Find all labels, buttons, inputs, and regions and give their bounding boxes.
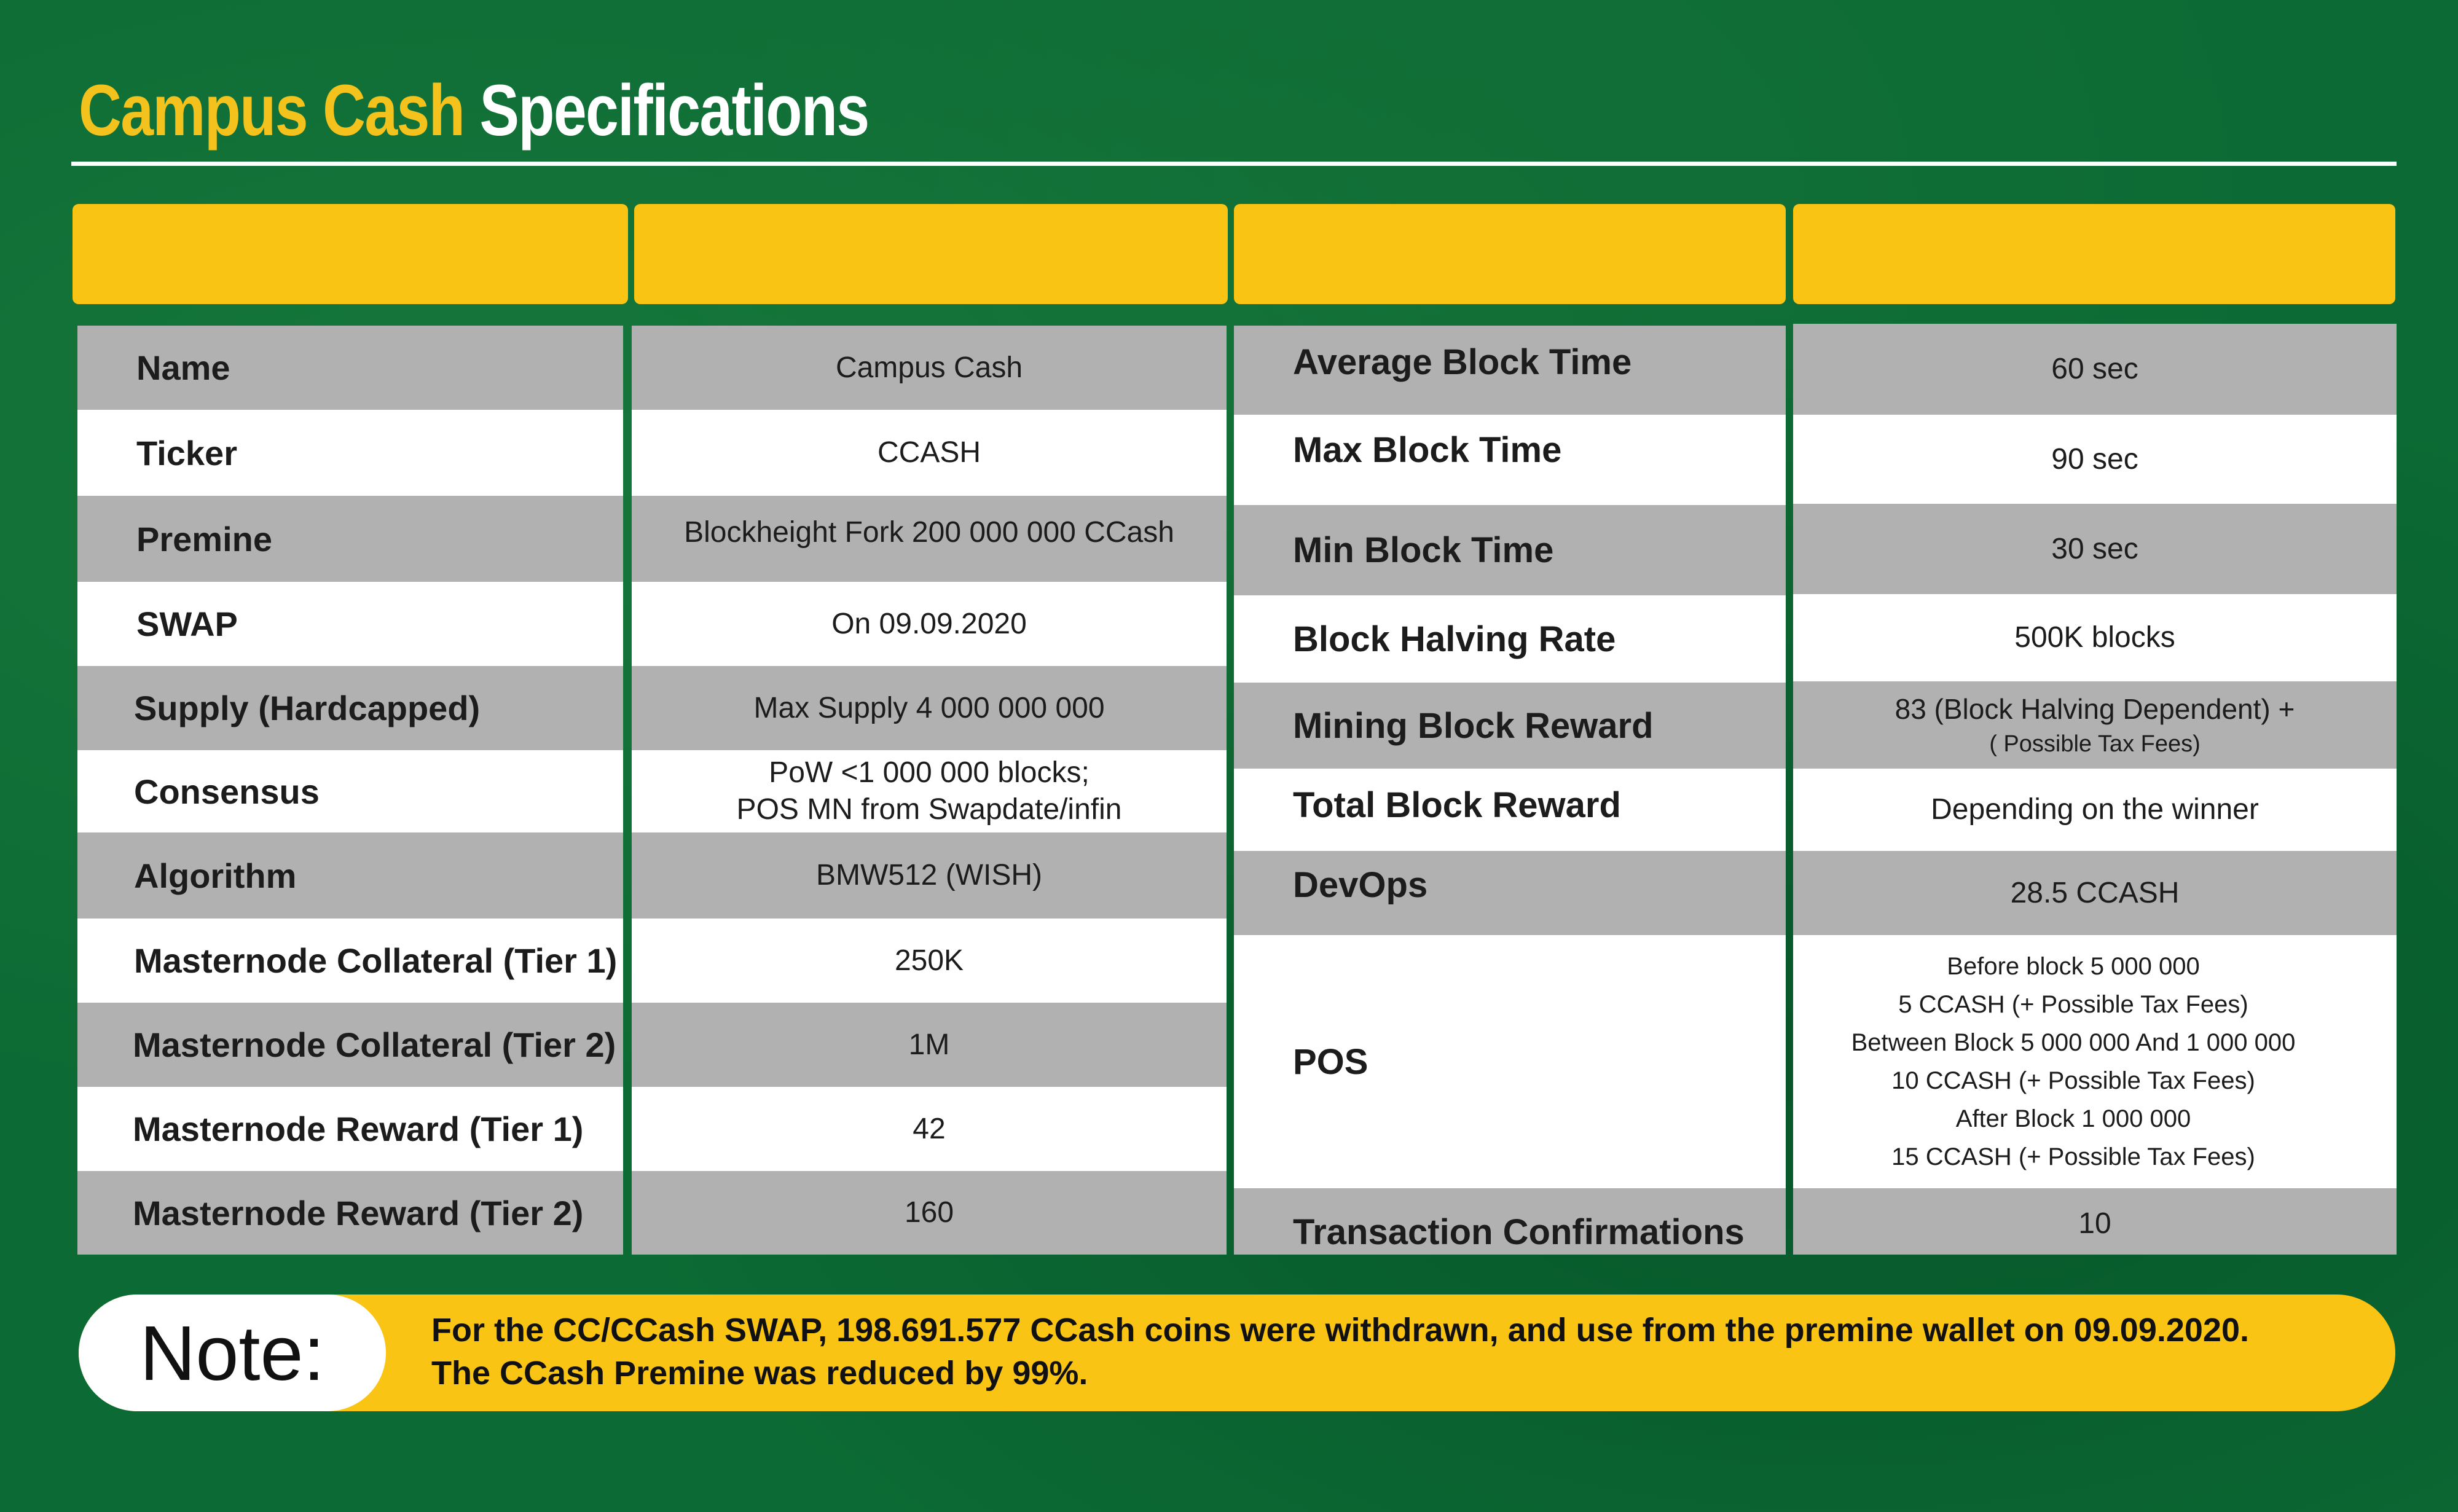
table-row-value: Max Supply 4 000 000 000 xyxy=(632,666,1227,750)
table-row-value: Campus Cash xyxy=(632,326,1227,410)
pos-cell-fill xyxy=(2354,935,2397,1188)
table-row-value: 1M xyxy=(632,1003,1227,1087)
table-row-label: Masternode Reward (Tier 1) xyxy=(77,1087,623,1171)
table-row-label: Algorithm xyxy=(77,832,623,919)
table-row-value: 90 sec xyxy=(1793,415,2397,504)
table-row-label: Max Block Time xyxy=(1234,415,1786,505)
pos-line: 15 CCASH (+ Possible Tax Fees) xyxy=(1891,1143,2255,1170)
table-row-label: Total Block Reward xyxy=(1234,769,1786,851)
header-bar-2 xyxy=(634,204,1228,304)
pos-reward-schedule xyxy=(1793,935,2354,1188)
table-row-value: 60 sec xyxy=(1793,324,2397,415)
pos-line: Between Block 5 000 000 And 1 000 000 xyxy=(1851,1029,2296,1056)
pos-line: 5 CCASH (+ Possible Tax Fees) xyxy=(1898,991,2248,1018)
note-text xyxy=(431,1309,2367,1395)
table-row-value: CCASH xyxy=(632,410,1227,496)
table-row-label: Ticker xyxy=(77,410,623,496)
table-row-value xyxy=(632,750,1227,832)
pos-line: After Block 1 000 000 xyxy=(1955,1105,2191,1132)
table-row-label: DevOps xyxy=(1234,851,1786,935)
table-row-label: Premine xyxy=(77,496,623,582)
table-row-value xyxy=(1793,681,2397,769)
header-bar-3 xyxy=(1234,204,1786,304)
title-brand: Campus Cash xyxy=(79,70,465,151)
page-title xyxy=(79,61,869,160)
table-row-value: Depending on the winner xyxy=(1793,769,2397,851)
table-row-label: Name xyxy=(77,326,623,410)
table-row-value: 500K blocks xyxy=(1793,594,2397,681)
table-row-label: Masternode Collateral (Tier 2) xyxy=(77,1003,623,1087)
table-row-value: 250K xyxy=(632,919,1227,1003)
note-line-1: For the CC/CCash SWAP, 198.691.577 CCash coins were withdrawn, and use from the premine wallet on 09.09.2020. xyxy=(431,1312,2250,1349)
mining-reward-line-2: ( Possible Tax Fees) xyxy=(1989,731,2201,757)
note-line-2: The CCash Premine was reduced by 99%. xyxy=(431,1355,1088,1392)
table-row-label: Transaction Confirmations xyxy=(1234,1188,1786,1255)
right-values-column xyxy=(1793,324,2397,1255)
table-row-label: Min Block Time xyxy=(1234,505,1786,595)
table-row-value: 160 xyxy=(632,1171,1227,1255)
table-row-label: POS xyxy=(1234,935,1786,1188)
header-bar-4 xyxy=(1793,204,2395,304)
table-row-label: Masternode Collateral (Tier 1) xyxy=(77,919,623,1003)
table-row-label: SWAP xyxy=(77,582,623,666)
right-labels-column xyxy=(1234,326,1786,1255)
table-row-value: 30 sec xyxy=(1793,504,2397,594)
consensus-line-2: POS MN from Swapdate/infin xyxy=(736,793,1122,826)
table-row-value: 42 xyxy=(632,1087,1227,1171)
left-labels-column xyxy=(77,326,623,1255)
table-row-label: Supply (Hardcapped) xyxy=(77,666,623,750)
table-row-value: On 09.09.2020 xyxy=(632,582,1227,666)
note-label: Note: xyxy=(79,1295,386,1411)
pos-line: Before block 5 000 000 xyxy=(1947,953,2200,980)
table-row-label: Average Block Time xyxy=(1234,326,1786,415)
pos-line: 10 CCASH (+ Possible Tax Fees) xyxy=(1891,1067,2255,1094)
table-row-label: Consensus xyxy=(77,750,623,832)
left-values-column xyxy=(632,326,1227,1255)
consensus-line-1: PoW <1 000 000 blocks; xyxy=(769,756,1090,789)
table-row-value: 28.5 CCASH xyxy=(1793,851,2397,935)
table-row-value: Blockheight Fork 200 000 000 CCash xyxy=(632,496,1227,582)
table-row-value: 10 xyxy=(1793,1188,2397,1255)
mining-reward-line-1: 83 (Block Halving Dependent) + xyxy=(1895,693,2295,725)
title-suffix: Specifications xyxy=(479,70,869,151)
header-bar-1 xyxy=(73,204,628,304)
table-row-label: Mining Block Reward xyxy=(1234,683,1786,769)
title-underline xyxy=(71,162,2397,166)
table-row-value: BMW512 (WISH) xyxy=(632,832,1227,919)
table-row-label: Block Halving Rate xyxy=(1234,595,1786,683)
table-row-label: Masternode Reward (Tier 2) xyxy=(77,1171,623,1255)
